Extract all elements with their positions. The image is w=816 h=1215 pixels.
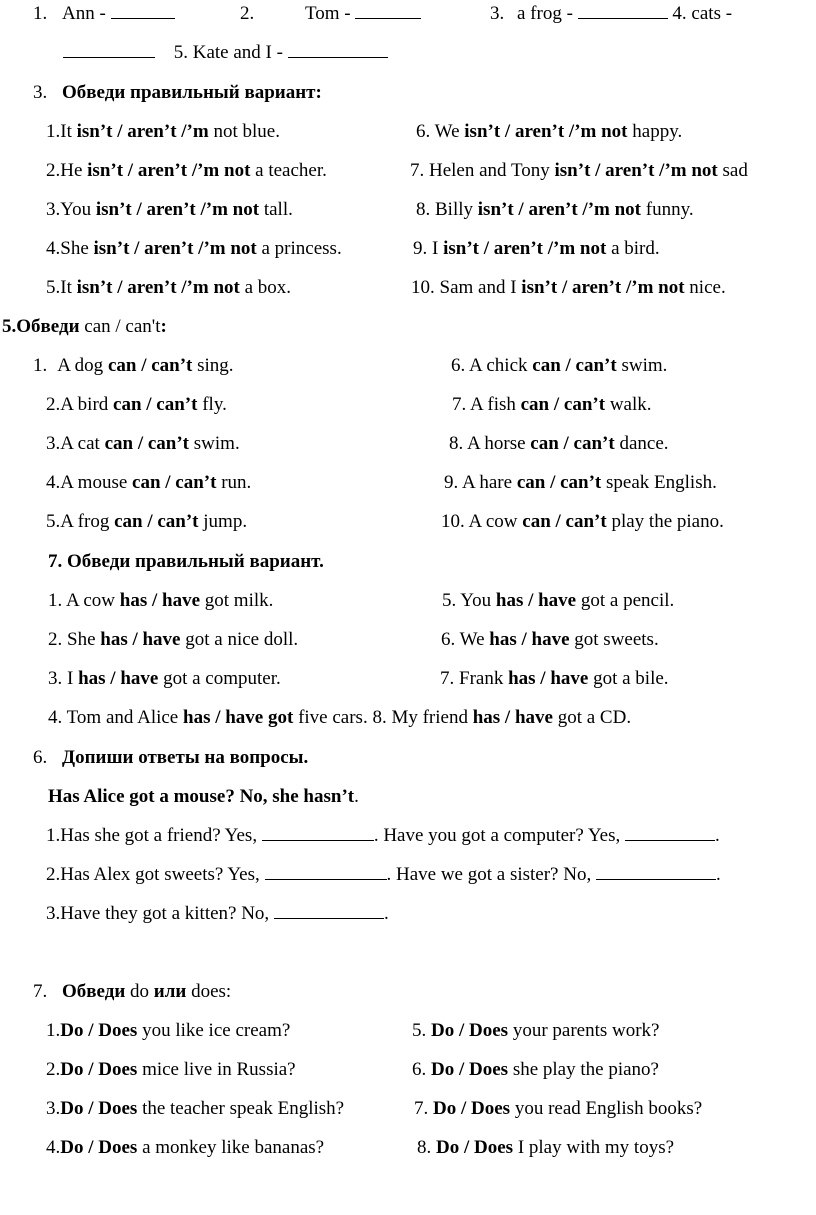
answer-blank[interactable] <box>596 863 716 880</box>
task5-col1-item: 5.A frog can / can’t jump. <box>46 511 248 532</box>
answer-options[interactable]: can / can’t <box>132 472 217 493</box>
item-text: Tom - <box>305 3 351 24</box>
answer-options[interactable]: has / have <box>100 629 181 650</box>
answer-options[interactable]: isn’t / aren’t /’m not <box>87 160 251 181</box>
task7a-item: 2. She has / have got a nice doll. <box>48 629 299 650</box>
task7a-item: 7. Frank has / have got a bile. <box>440 668 669 689</box>
answer-options[interactable]: Do / Does <box>60 1137 138 1158</box>
task7a-item: 6. We has / have got sweets. <box>441 629 659 650</box>
item-number: 3. <box>490 3 505 24</box>
answer-options[interactable]: isn’t / aren’t /’m not <box>477 199 642 220</box>
answer-options[interactable]: isn’t / aren’t /’m not <box>93 238 257 259</box>
task1-item3 <box>490 2 732 26</box>
task7b-heading: 7. Обведи do или does: <box>33 981 232 1002</box>
answer-blank[interactable] <box>578 2 668 19</box>
answer-options[interactable]: can / can’t <box>530 433 615 454</box>
task-number: 6. <box>33 747 48 768</box>
task7b-col2-item: 5. Do / Does your parents work? <box>412 1020 660 1041</box>
answer-options[interactable]: Do / Does <box>60 1020 138 1041</box>
task5-heading: 5.Обведи can / can't: <box>2 316 167 337</box>
task3-col1-item: 1.It isn’t / aren’t /’m not blue. <box>46 121 280 142</box>
answer-options[interactable]: has / have got <box>183 707 294 728</box>
task7b-col2-item: 6. Do / Does she play the piano? <box>412 1059 659 1080</box>
task-title: 7. Обведи правильный вариант. <box>48 551 324 572</box>
answer-options[interactable]: can / can’t <box>516 472 602 493</box>
task5-col2-item: 10. A cow can / can’t play the piano. <box>441 511 724 532</box>
task-title: Допиши ответы на вопросы. <box>62 747 309 768</box>
item-number: 1. <box>33 3 48 24</box>
answer-blank[interactable] <box>111 2 175 19</box>
answer-options[interactable]: can / can’t <box>113 394 198 415</box>
task5-col1-item: 2.A bird can / can’t fly. <box>46 394 227 415</box>
task3-col1-item: 4.She isn’t / aren’t /’m not a princess. <box>46 238 342 259</box>
answer-blank[interactable] <box>274 902 384 919</box>
answer-blank[interactable] <box>355 2 421 19</box>
task5-col2-item: 7. A fish can / can’t walk. <box>452 394 652 415</box>
task7a-item: 3. I has / have got a computer. <box>48 668 281 689</box>
answer-options[interactable]: isn’t / aren’t /’m not <box>521 277 685 298</box>
answer-options[interactable]: has / have <box>489 629 570 650</box>
answer-blank[interactable] <box>262 824 374 841</box>
answer-options[interactable]: has / have <box>472 707 553 728</box>
answer-options[interactable]: can / can’t <box>107 355 193 376</box>
task7b-col1-item: 4.Do / Does a monkey like bananas? <box>46 1137 325 1158</box>
task-number: 7. <box>33 981 48 1002</box>
answer-options[interactable]: Do / Does <box>60 1059 138 1080</box>
task5-col2-item: 9. A hare can / can’t speak English. <box>444 472 717 493</box>
answer-options[interactable]: isn’t / aren’t /’m not <box>554 160 718 181</box>
answer-options[interactable]: isn’t / aren’t /’m <box>76 121 209 142</box>
answer-options[interactable]: isn’t / aren’t /’m not <box>95 199 260 220</box>
task1-row2 <box>63 41 388 65</box>
answer-options[interactable]: can / can’t <box>104 433 190 454</box>
task7a-item: 5. You has / have got a pencil. <box>442 590 675 611</box>
answer-options[interactable]: isn’t / aren’t /’m not <box>464 121 628 142</box>
task3-col2-item: 10. Sam and I isn’t / aren’t /’m not nice. <box>411 277 726 298</box>
answer-options[interactable]: can / can’t <box>114 511 199 532</box>
answer-blank[interactable] <box>288 41 388 58</box>
task3-col1-item: 3.You isn’t / aren’t /’m not tall. <box>46 199 293 220</box>
task3-col1-item: 5.It isn’t / aren’t /’m not a box. <box>46 277 292 298</box>
answer-options[interactable]: Do / Does <box>433 1098 511 1119</box>
answer-options[interactable]: has / have <box>119 590 201 611</box>
task-title: Обведи правильный вариант: <box>62 82 322 103</box>
answer-options[interactable]: can / can’t <box>532 355 617 376</box>
answer-options[interactable]: can / can’t <box>522 511 607 532</box>
answer-options[interactable]: Do / Does <box>436 1137 514 1158</box>
task3-col2-item: 8. Billy isn’t / aren’t /’m not funny. <box>416 199 694 220</box>
answer-options[interactable]: Do / Does <box>431 1020 509 1041</box>
task-title: 5.Обведи <box>2 316 80 337</box>
answer-blank[interactable] <box>265 863 387 880</box>
item-text: 5. Kate and I - <box>173 42 283 63</box>
task5-col1-item: 1. A dog can / can’t sing. <box>33 355 234 376</box>
task3-col1-item: 2.He isn’t / aren’t /’m not a teacher. <box>46 160 327 181</box>
task6-item: 1.Has she got a friend? Yes, . Have you got a computer? Yes, . <box>46 825 720 846</box>
task7a-heading <box>48 550 324 574</box>
answer-options[interactable]: Do / Does <box>60 1098 138 1119</box>
task3-col2-item: 9. I isn’t / aren’t /’m not a bird. <box>413 238 660 259</box>
task5-col1-item: 3.A cat can / can’t swim. <box>46 433 240 454</box>
task6-item: 3.Have they got a kitten? No, . <box>46 903 389 924</box>
answer-options[interactable]: can / can’t <box>520 394 606 415</box>
task1-row1 <box>33 2 175 26</box>
item-text: a frog - <box>517 3 573 24</box>
task3-col2-item: 6. We isn’t / aren’t /’m not happy. <box>416 121 683 142</box>
task7a-item: 4. Tom and Alice has / have got five cars. 8. My friend has / have got a CD. <box>48 707 632 728</box>
answer-blank[interactable] <box>625 824 715 841</box>
task5-col2-item: 8. A horse can / can’t dance. <box>449 433 669 454</box>
task6-heading <box>33 746 308 770</box>
answer-options[interactable]: isn’t / aren’t /’m not <box>76 277 240 298</box>
task7a-item: 1. A cow has / have got milk. <box>48 590 274 611</box>
task6-item: 2.Has Alex got sweets? Yes, . Have we got a sister? No, . <box>46 864 721 885</box>
task5-col1-item: 4.A mouse can / can’t run. <box>46 472 252 493</box>
task5-col2-item: 6. A chick can / can’t swim. <box>451 355 668 376</box>
task7b-col1-item: 3.Do / Does the teacher speak English? <box>46 1098 345 1119</box>
answer-options[interactable]: has / have <box>495 590 577 611</box>
task3-col2-item: 7. Helen and Tony isn’t / aren’t /’m not sad <box>410 160 748 181</box>
item-number: 2. <box>240 3 255 24</box>
task-title: Обведи <box>62 981 126 1002</box>
answer-options[interactable]: Do / Does <box>431 1059 509 1080</box>
item-text: Ann - <box>62 3 106 24</box>
item-text: 4. cats - <box>672 3 733 24</box>
task-number: 3. <box>33 82 48 103</box>
answer-options[interactable]: has / have <box>508 668 589 689</box>
answer-blank[interactable] <box>63 41 155 58</box>
task7b-col1-item: 2.Do / Does mice live in Russia? <box>46 1059 296 1080</box>
task1-item2 <box>240 2 421 26</box>
task7b-col2-item: 8. Do / Does I play with my toys? <box>417 1137 675 1158</box>
task7b-col1-item: 1.Do / Does you like ice cream? <box>46 1020 291 1041</box>
task6-example: Has Alice got a mouse? No, she hasn’t. <box>48 786 359 807</box>
task3-heading <box>33 81 322 105</box>
answer-options[interactable]: has / have <box>78 668 159 689</box>
example-sentence: Has Alice got a mouse? No, she hasn’t <box>48 786 355 807</box>
answer-options[interactable]: isn’t / aren’t /’m not <box>443 238 607 259</box>
task7b-col2-item: 7. Do / Does you read English books? <box>414 1098 703 1119</box>
